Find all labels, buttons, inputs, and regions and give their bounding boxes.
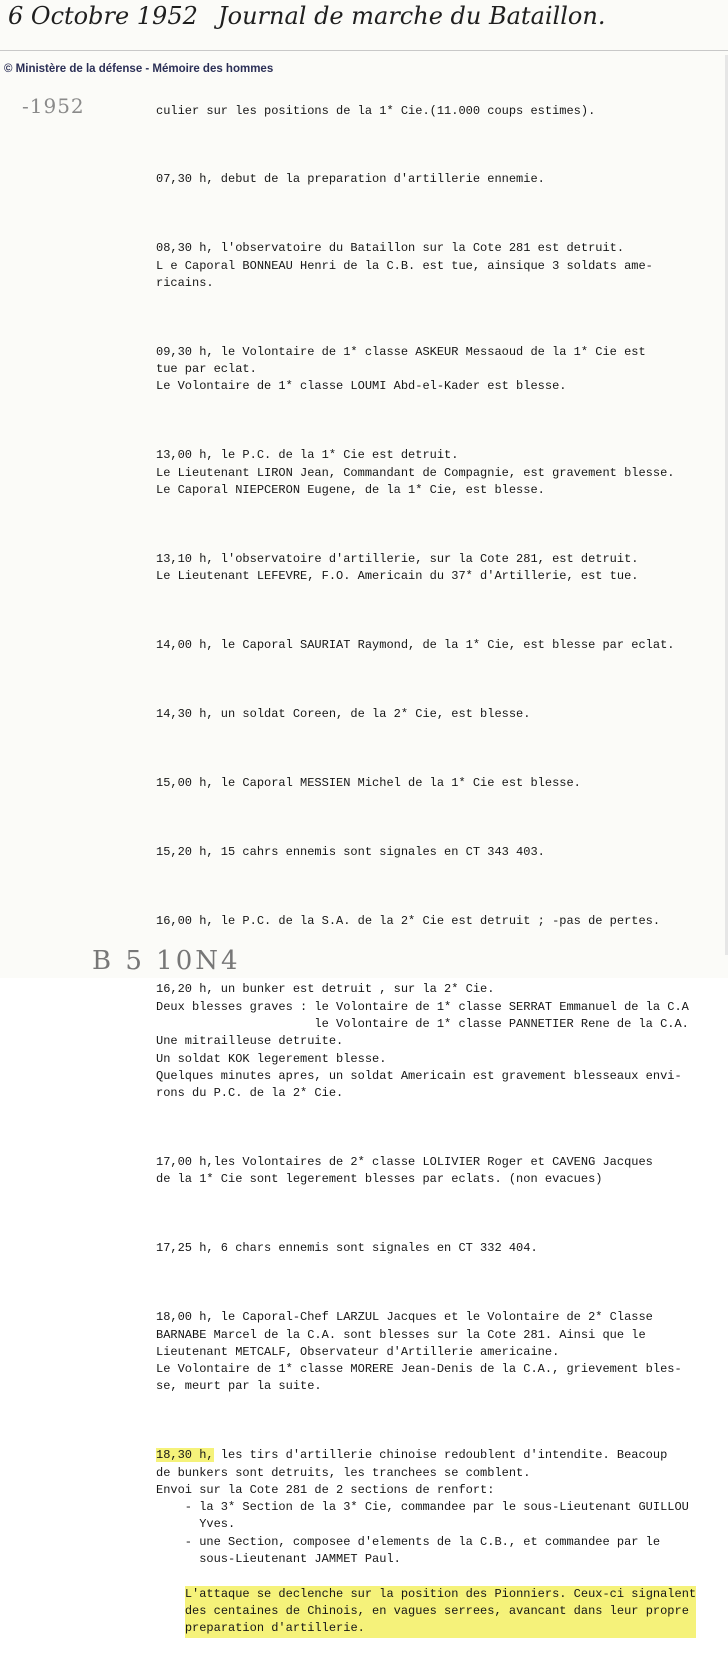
journal-entry: 07,30 h, debut de la preparation d'artillerie ennemie. (156, 172, 545, 187)
journal-entry: 14,00 h, le Caporal SAURIAT Raymond, de la 1* Cie, est blesse par eclat. (156, 638, 675, 653)
journal-entry: 13,00 h, le P.C. de la 1* Cie est detruit. Le Lieutenant LIRON Jean, Commandant de Compagnie, est gravement blesse. Le Caporal NIEPCERON Eugene, de la 1* Cie, est blesse. (156, 448, 675, 497)
journal-entry: 13,10 h, l'observatoire d'artillerie, sur la Cote 281, est detruit. Le Lieutenant LEFEVRE, F.O. Americain du 37* d'Artillerie, est tue. (156, 551, 639, 584)
journal-entry: 09,30 h, le Volontaire de 1* classe ASKEUR Messaoud de la 1* Cie est tue par eclat. Le Volontaire de 1* classe LOUMI Abd-el-Kader est blesse. (156, 344, 646, 394)
journal-entry: 15,00 h, le Caporal MESSIEN Michel de la 1* Cie est blesse. (156, 775, 581, 790)
journal-entry-1830 (156, 1447, 726, 1568)
handwritten-title: Journal de marche du Bataillon. (218, 2, 606, 30)
journal-entry: culier sur les positions de la 1* Cie.(11.000 coups estimes). (156, 103, 596, 118)
highlighted-time: 18,30 h, (156, 1448, 214, 1463)
journal-entry: 18,00 h, le Caporal-Chef LARZUL Jacques et le Volontaire de 2* Classe BARNABE Marcel de la C.A. sont blesses sur la Cote 281. Ainsi que le Lieutenant METCALF, Observateur d'Artillerie americaine. Le Volontaire de 1* classe MORERE Jean-Denis de la C.A., grievement bles- se, meurt par la suite. (156, 1310, 682, 1394)
journal-entry: 14,30 h, un soldat Coreen, de la 2* Cie, est blesse. (156, 706, 531, 721)
handwritten-date: 6 Octobre 1952 (8, 2, 198, 30)
handwritten-archive-ref: B 5 10N4 (92, 946, 241, 976)
copyright-watermark: © Ministère de la défense - Mémoire des hommes (4, 63, 274, 75)
journal-entry: 16,20 h, un bunker est detruit , sur la 2* Cie. Deux blesses graves : le Volontaire de 1* classe SERRAT Emmanuel de la C.A le Volontaire de 1* classe PANNETIER Rene de la C.A. Une mitrailleuse detruite. Un soldat KOK legerement blesse. Quelques minutes apres, un soldat Americain est gravement blesseaux envi- rons du P.C. de la 2* Cie. (156, 982, 689, 1101)
typed-journal-text (156, 68, 726, 1655)
margin-year-note: -1952 (22, 94, 85, 118)
highlighted-final-entry: L'attaque se declenche sur la position des Pionniers. Ceux-ci signalent des centaines de Chinois, en vagues serrees, avancant dans leur propre preparation d'artillerie. (185, 1586, 696, 1638)
entry-1830-text: les tirs d'artillerie chinoise redoublent d'intendite. Beacoup de bunkers sont detruits, les tranchees se comblent. Envoi sur la Cote 281 de 2 sections de renfort: - la 3* Section de la 3* Cie, commandee par le sous-Lieutenant GUILLOU Yves. - une Section, composee d'elements de la C.B., et commandee par le sous-Lieutenant JAMMET Paul. (156, 1448, 689, 1567)
scan-divider (0, 50, 728, 51)
journal-entry: 15,20 h, 15 cahrs ennemis sont signales en CT 343 403. (156, 844, 545, 859)
journal-entry: 17,25 h, 6 chars ennemis sont signales en CT 332 404. (156, 1241, 538, 1256)
journal-entry: 08,30 h, l'observatoire du Bataillon sur la Cote 281 est detruit. L e Caporal BONNEAU Henri de la C.B. est tue, ainsique 3 soldats ame- ricains. (156, 241, 653, 290)
journal-entry: 16,00 h, le P.C. de la S.A. de la 2* Cie est detruit ; -pas de pertes. (156, 913, 661, 928)
journal-entry: 17,00 h,les Volontaires de 2* classe LOLIVIER Roger et CAVENG Jacques de la 1* Cie sont legerement blesses par eclats. (non evacues) (156, 1155, 653, 1187)
